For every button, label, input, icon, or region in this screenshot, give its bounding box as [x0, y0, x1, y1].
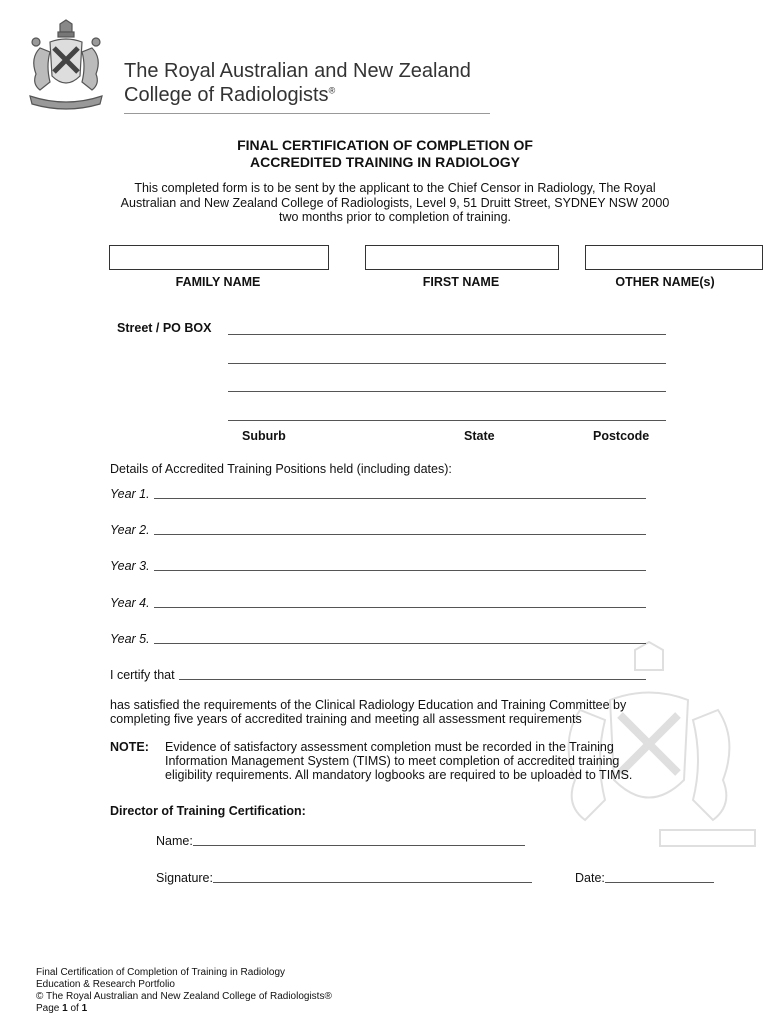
org-name-line2: [124, 84, 335, 107]
page-total: 1: [81, 1003, 88, 1014]
org-name-line2-text: College of Radiologists: [124, 84, 329, 106]
training-year-row: [110, 485, 646, 501]
footer-form-title: Final Certification of Completion of Training in Radiology: [36, 967, 286, 978]
certify-row: [110, 666, 646, 682]
training-year-row: [110, 594, 646, 610]
note-text-line3: eligibility requirements. All mandatory logbooks are required to be uploaded to TIMS.: [165, 768, 633, 782]
requirements-statement-line2: completing five years of accredited training and meeting all assessment requirements: [110, 712, 582, 726]
form-title-line1: FINAL CERTIFICATION OF COMPLETION OF: [237, 137, 533, 153]
director-signature-row: [156, 869, 532, 885]
date-label: Date:: [575, 871, 605, 885]
page-of: of: [67, 1003, 82, 1014]
training-year-label: Year 4.: [110, 596, 150, 610]
training-year-label: Year 3.: [110, 559, 150, 573]
suburb-label: Suburb: [242, 429, 286, 443]
note-label: NOTE:: [110, 740, 149, 754]
training-year-label: Year 2.: [110, 523, 150, 537]
registered-mark: ®: [328, 85, 336, 96]
instructions-line3: two months prior to completion of training.: [278, 210, 512, 224]
training-year-field[interactable]: [154, 570, 646, 571]
org-name-line1: The Royal Australian and New Zealand: [124, 60, 471, 82]
trainee-name-field[interactable]: [179, 679, 646, 680]
director-name-row: [156, 832, 525, 848]
first-name-label: FIRST NAME: [422, 275, 500, 289]
training-year-row: [110, 521, 646, 537]
instructions-line1: This completed form is to be sent by the applicant to the Chief Censor in Radiology, The Royal: [134, 181, 656, 195]
footer-portfolio: Education & Research Portfolio: [36, 979, 175, 990]
training-year-field[interactable]: [154, 607, 646, 608]
first-name-field[interactable]: [365, 245, 559, 270]
training-details-label: Details of Accredited Training Positions held (including dates):: [110, 462, 452, 476]
address-line-4[interactable]: [228, 420, 666, 421]
page-prefix: Page: [36, 1003, 63, 1014]
state-label: State: [464, 429, 495, 443]
requirements-statement-line1: has satisfied the requirements of the Clinical Radiology Education and Training Committee by: [110, 698, 627, 712]
training-year-label: Year 1.: [110, 487, 150, 501]
signature-field[interactable]: [213, 882, 532, 883]
signature-label: Signature:: [156, 871, 213, 885]
training-year-field[interactable]: [154, 534, 646, 535]
address-line-2[interactable]: [228, 363, 666, 364]
header-divider: [124, 113, 490, 114]
form-title-line2: ACCREDITED TRAINING IN RADIOLOGY: [250, 154, 520, 170]
address-line-1[interactable]: [228, 334, 666, 335]
family-name-field[interactable]: [109, 245, 329, 270]
training-year-row: [110, 557, 646, 573]
note-text-line2: Information Management System (TIMS) to meet completion of accredited training: [165, 754, 620, 768]
footer-copyright: © The Royal Australian and New Zealand College of Radiologists®: [36, 991, 332, 1002]
training-year-label: Year 5.: [110, 632, 150, 646]
director-name-field[interactable]: [193, 845, 525, 846]
date-field[interactable]: [605, 882, 714, 883]
director-name-label: Name:: [156, 834, 193, 848]
director-certification-heading: Director of Training Certification:: [110, 804, 306, 818]
street-label: Street / PO BOX: [117, 321, 212, 335]
other-names-field[interactable]: [585, 245, 763, 270]
coat-of-arms-icon: [20, 18, 112, 110]
training-year-field[interactable]: [154, 498, 646, 499]
family-name-label: FAMILY NAME: [175, 275, 261, 289]
certify-label: I certify that: [110, 668, 175, 682]
other-names-label: OTHER NAME(s): [615, 275, 715, 289]
date-row: [575, 869, 714, 885]
address-line-3[interactable]: [228, 391, 666, 392]
footer-page-number: [36, 1003, 87, 1014]
instructions-line2: Australian and New Zealand College of Radiologists, Level 9, 51 Druitt Street, SYDNEY NSW 2000: [120, 196, 670, 210]
postcode-label: Postcode: [593, 429, 650, 443]
page-current: 1: [62, 1003, 68, 1014]
note-text-line1: Evidence of satisfactory assessment completion must be recorded in the Training: [165, 740, 614, 754]
